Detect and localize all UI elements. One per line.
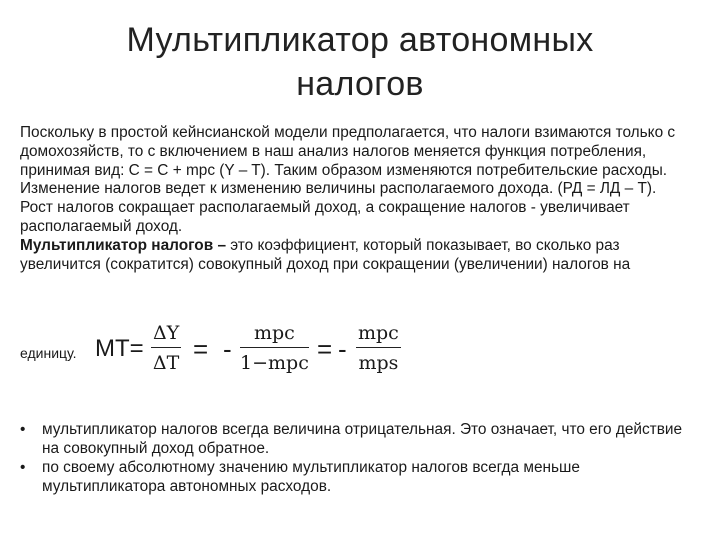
fraction-denominator: 1−mpc <box>240 352 309 374</box>
paragraph-consumption-function: Поскольку в простой кейнсианской модели предполагается, что налоги взимаются только с домохозяйств, то с включением в наш анализ налогов меняется функция потребления, принимая вид: С = С + mpc (Y – T). Таким образом изменяются потребительские расходы. <box>20 124 676 179</box>
slide-title <box>40 18 680 106</box>
definition-text: это коэффициент, который показывает, во сколько раз увеличится (сократится) совокупный доход при сокращении (увеличении) налогов на <box>20 236 631 273</box>
minus-sign: - <box>223 334 232 364</box>
fraction-numerator: mpc <box>240 320 309 348</box>
paragraph-tax-multiplier-definition <box>20 237 692 275</box>
formula-mt: МТ= <box>95 335 144 362</box>
formula-prefix: единицу. <box>20 345 77 361</box>
bullet-icon: • <box>20 459 26 476</box>
body-text <box>20 124 692 274</box>
fraction-mpc-mps <box>356 320 401 376</box>
title-line-1: Мультипликатор автономных <box>126 21 594 59</box>
bullet-text: по своему абсолютному значению мультипликатор налогов всегда меньше мультипликатора автономных расходов. <box>42 459 580 495</box>
fraction-denominator: ΔT <box>152 352 180 374</box>
bullet-text: мультипликатор налогов всегда величина отрицательная. Это означает, что его действие на совокупный доход обратное. <box>42 421 683 457</box>
term-tax-multiplier: Мультипликатор налогов – <box>20 236 227 254</box>
fraction-numerator: mpc <box>356 320 401 348</box>
list-item <box>20 458 692 496</box>
list-item <box>20 420 692 458</box>
paragraph-disposable-income: Изменение налогов ведет к изменению величины располагаемого дохода. (РД = ЛД – Т). Рост налогов сокращает располагаемый доход, а сокращение налогов - увеличивает располагаемый доход. <box>20 180 657 235</box>
fraction-denominator: mps <box>358 352 399 374</box>
bullet-list <box>20 420 692 496</box>
fraction-dy-dt <box>151 320 181 376</box>
equals-sign: = <box>317 334 333 364</box>
title-line-2: налогов <box>296 65 424 103</box>
minus-sign: - <box>338 334 347 364</box>
equals-sign: = <box>193 334 209 364</box>
fraction-numerator: ΔY <box>151 320 181 348</box>
tax-multiplier-formula <box>20 316 440 384</box>
fraction-mpc-1-minus-mpc <box>240 320 309 376</box>
bullet-icon: • <box>20 421 26 438</box>
